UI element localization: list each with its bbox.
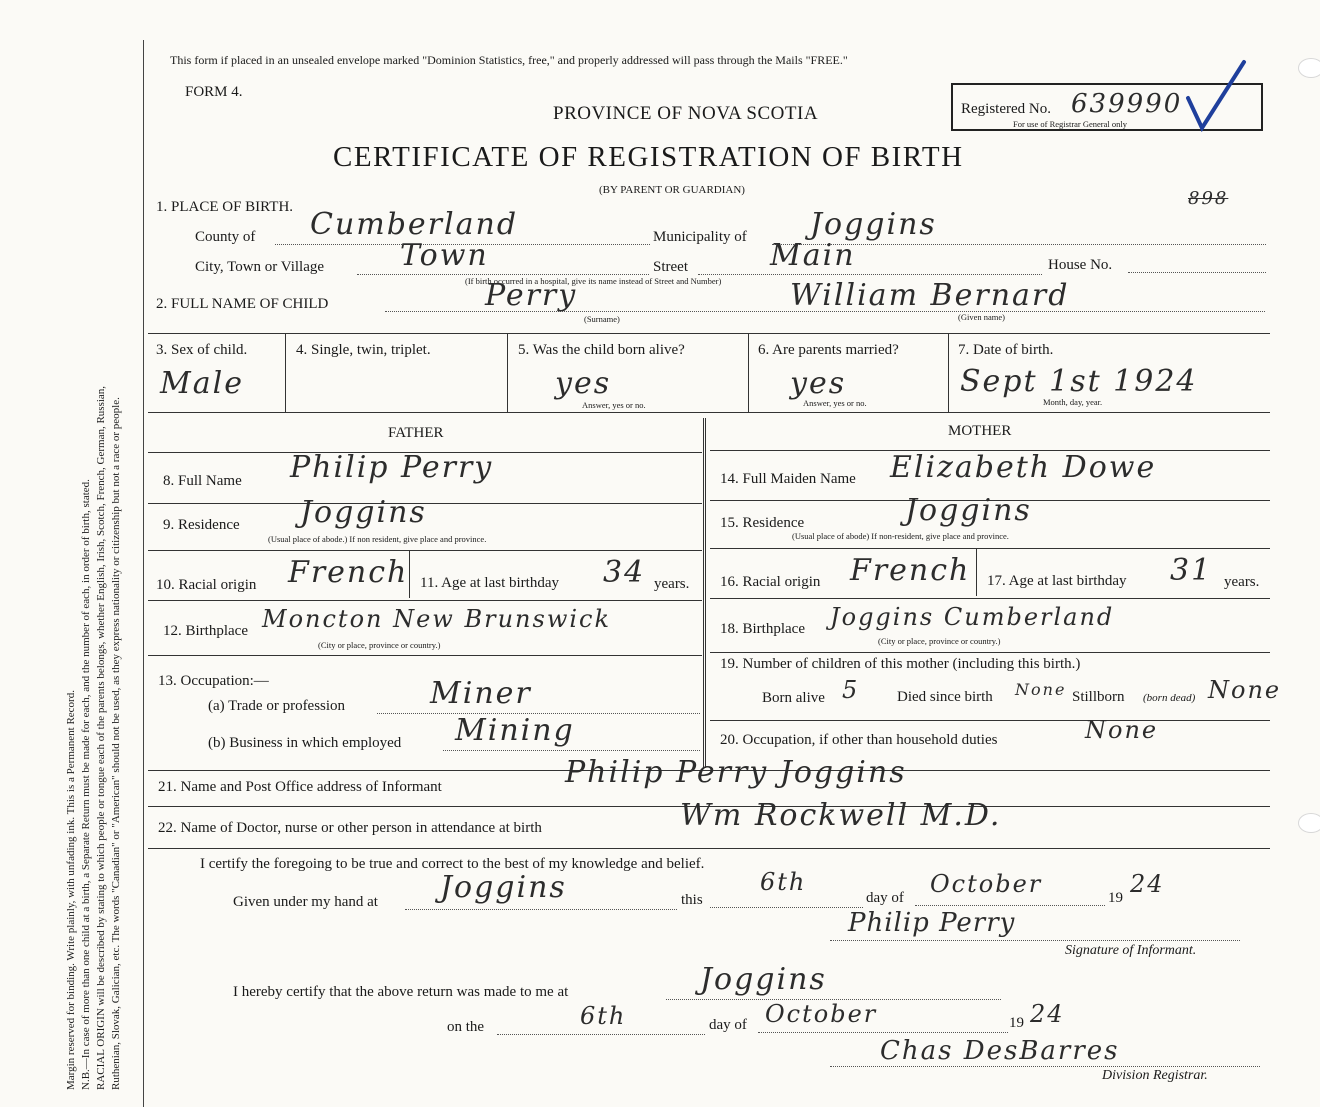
born-alive-count-value: 5 (842, 676, 860, 704)
date-of-birth-label: 7. Date of birth. (958, 342, 1054, 358)
mail-notice: This form if placed in an unsealed envelope marked "Dominion Statistics, free," and properly addressed will pass through the Mails "FREE." (170, 53, 848, 67)
registered-label: Registered No. (961, 101, 1051, 117)
registrar-month-value: October (765, 1000, 878, 1028)
mother-occupation-label: 20. Occupation, if other than household duties (720, 732, 998, 748)
registrar-note: For use of Registrar General only (1013, 119, 1128, 129)
margin-note-1: Margin reserved for binding. Write plainly, with unfading ink. This is a Permanent Record. (65, 690, 77, 1090)
mother-racial-origin-value: French (850, 553, 971, 588)
father-residence-note: (Usual place of abode.) If non resident, give place and province. (268, 534, 487, 544)
margin-note-2: N.B.—In case of more than one child at a birth, a Separate Return must be made for each, and the number of each, in order of birth, stated. (80, 479, 92, 1090)
street-label: Street (653, 259, 688, 275)
doctor-label: 22. Name of Doctor, nurse or other person in attendance at birth (158, 820, 542, 836)
stillborn-note: (born dead) (1143, 692, 1196, 704)
father-occupation-label: 13. Occupation:— (158, 673, 269, 689)
child-surname-value: Perry (485, 278, 578, 313)
sex-value: Male (160, 366, 244, 401)
this-label: this (681, 892, 703, 908)
died-since-birth-value: None (1015, 680, 1067, 699)
city-value: Town (400, 238, 489, 273)
father-age-label: 11. Age at last birthday (420, 575, 559, 591)
father-name-label: 8. Full Name (163, 473, 242, 489)
father-racial-origin-label: 10. Racial origin (156, 577, 257, 593)
corner-number: 898 (1188, 188, 1229, 209)
informant-value: Philip Perry Joggins (565, 755, 907, 790)
stillborn-label: Stillborn (1072, 689, 1125, 705)
mother-years-label: years. (1224, 574, 1260, 590)
registrar-statement: I hereby certify that the above return was made to me at (233, 984, 569, 1000)
mother-name-value: Elizabeth Dowe (890, 450, 1157, 485)
registrar-signature: Chas DesBarres (880, 1036, 1120, 1066)
business-value: Mining (455, 713, 575, 748)
informant-label: 21. Name and Post Office address of Informant (158, 779, 442, 795)
father-residence-label: 9. Residence (163, 517, 240, 533)
municipality-value: Joggins (810, 207, 937, 242)
born-alive-label: 5. Was the child born alive? (518, 342, 685, 358)
house-number-label: House No. (1048, 257, 1113, 273)
born-alive-value: yes (555, 366, 612, 401)
father-name-value: Philip Perry (290, 450, 494, 485)
trade-value: Miner (430, 676, 532, 711)
hospital-note: (If birth occurred in a hospital, give its name instead of Street and Number) (465, 276, 722, 286)
mother-occupation-value: None (1085, 716, 1159, 744)
father-age-value: 34 (603, 555, 646, 590)
registrar-year-value: 24 (1030, 1000, 1065, 1028)
child-name-label: 2. FULL NAME OF CHILD (156, 296, 329, 312)
registrar-on-label: on the (447, 1019, 485, 1035)
date-of-birth-note: Month, day, year. (1043, 397, 1103, 407)
margin-rule (143, 40, 144, 1107)
punch-hole-icon (1298, 58, 1320, 78)
given-month-value: October (930, 870, 1043, 898)
province-heading: PROVINCE OF NOVA SCOTIA (553, 103, 819, 124)
county-value: Cumberland (310, 207, 519, 242)
plurality-label: 4. Single, twin, triplet. (296, 342, 431, 358)
father-birthplace-note: (City or place, province or country.) (318, 640, 441, 650)
registrar-signature-label: Division Registrar. (1102, 1068, 1208, 1083)
surname-note: (Surname) (584, 314, 620, 324)
mother-birthplace-note: (City or place, province or country.) (878, 636, 1001, 646)
city-label: City, Town or Village (195, 259, 325, 275)
given-year-value: 24 (1130, 870, 1165, 898)
informant-signature: Philip Perry (848, 908, 1016, 938)
mother-name-label: 14. Full Maiden Name (720, 471, 856, 487)
father-years-label: years. (654, 576, 690, 592)
doctor-value: Wm Rockwell M.D. (680, 798, 1002, 833)
stillborn-value: None (1208, 676, 1282, 704)
father-birthplace-value: Moncton New Brunswick (262, 605, 612, 633)
mother-heading: MOTHER (948, 423, 1012, 439)
registrar-day-of-label: day of (709, 1017, 747, 1033)
parents-married-value: yes (790, 366, 847, 401)
place-of-birth-label: 1. PLACE OF BIRTH. (156, 199, 294, 215)
mother-residence-value: Joggins (905, 493, 1032, 528)
given-day-value: 6th (760, 868, 807, 896)
blue-checkmark-icon (1180, 58, 1250, 138)
mother-birthplace-value: Joggins Cumberland (830, 603, 1115, 631)
street-value: Main (770, 238, 856, 273)
page-subtitle: (BY PARENT OR GUARDIAN) (599, 184, 745, 196)
form-number: FORM 4. (185, 84, 243, 100)
registrar-day-value: 6th (580, 1002, 627, 1030)
given-day-of-label: day of (866, 890, 904, 906)
given-year-prefix: 19 (1108, 890, 1123, 906)
registrar-place-value: Joggins (700, 962, 827, 997)
given-place-value: Joggins (440, 870, 567, 905)
county-label: County of (195, 229, 256, 245)
children-count-label: 19. Number of children of this mother (including this birth.) (720, 656, 1081, 672)
parents-married-note: Answer, yes or no. (803, 398, 867, 408)
father-residence-value: Joggins (300, 495, 427, 530)
died-since-birth-label: Died since birth (897, 689, 993, 705)
margin-instructions (64, 30, 124, 1090)
mother-age-label: 17. Age at last birthday (987, 573, 1127, 589)
date-of-birth-value: Sept 1st 1924 (960, 364, 1198, 399)
father-racial-origin-value: French (288, 555, 409, 590)
sex-label: 3. Sex of child. (156, 342, 248, 358)
given-name-note: (Given name) (958, 312, 1005, 322)
business-label: (b) Business in which employed (208, 735, 402, 751)
father-heading: FATHER (388, 425, 444, 441)
municipality-label: Municipality of (653, 229, 747, 245)
trade-label: (a) Trade or profession (208, 698, 346, 714)
margin-note-3: RACIAL ORIGIN will be described by stating to which people or tongue each of the parents belongs, whether English, Irish, Scotch, French, German, Russian, (95, 385, 107, 1090)
punch-hole-icon (1298, 813, 1320, 833)
certification-statement: I certify the foregoing to be true and correct to the best of my knowledge and belief. (200, 856, 705, 872)
child-given-name-value: William Bernard (790, 278, 1070, 313)
registered-value: 639990 (1071, 89, 1183, 119)
informant-signature-label: Signature of Informant. (1065, 943, 1197, 958)
mother-residence-label: 15. Residence (720, 515, 805, 531)
parents-married-label: 6. Are parents married? (758, 342, 899, 358)
registrar-year-prefix: 19 (1009, 1015, 1024, 1031)
born-alive-count-label: Born alive (762, 690, 825, 706)
born-alive-note: Answer, yes or no. (582, 400, 646, 410)
mother-residence-note: (Usual place of abode) If non-resident, give place and province. (792, 531, 1009, 541)
margin-note-4: Ruthenian, Slovak, Galician, etc. The words "Canadian" or "American" should not be used, as they express nationality or citizenship but not a race or people. (110, 397, 122, 1090)
mother-racial-origin-label: 16. Racial origin (720, 574, 821, 590)
mother-age-value: 31 (1170, 553, 1213, 588)
page-title: CERTIFICATE OF REGISTRATION OF BIRTH (333, 141, 964, 173)
father-birthplace-label: 12. Birthplace (163, 623, 248, 639)
given-under-hand-label: Given under my hand at (233, 894, 378, 910)
mother-birthplace-label: 18. Birthplace (720, 621, 805, 637)
